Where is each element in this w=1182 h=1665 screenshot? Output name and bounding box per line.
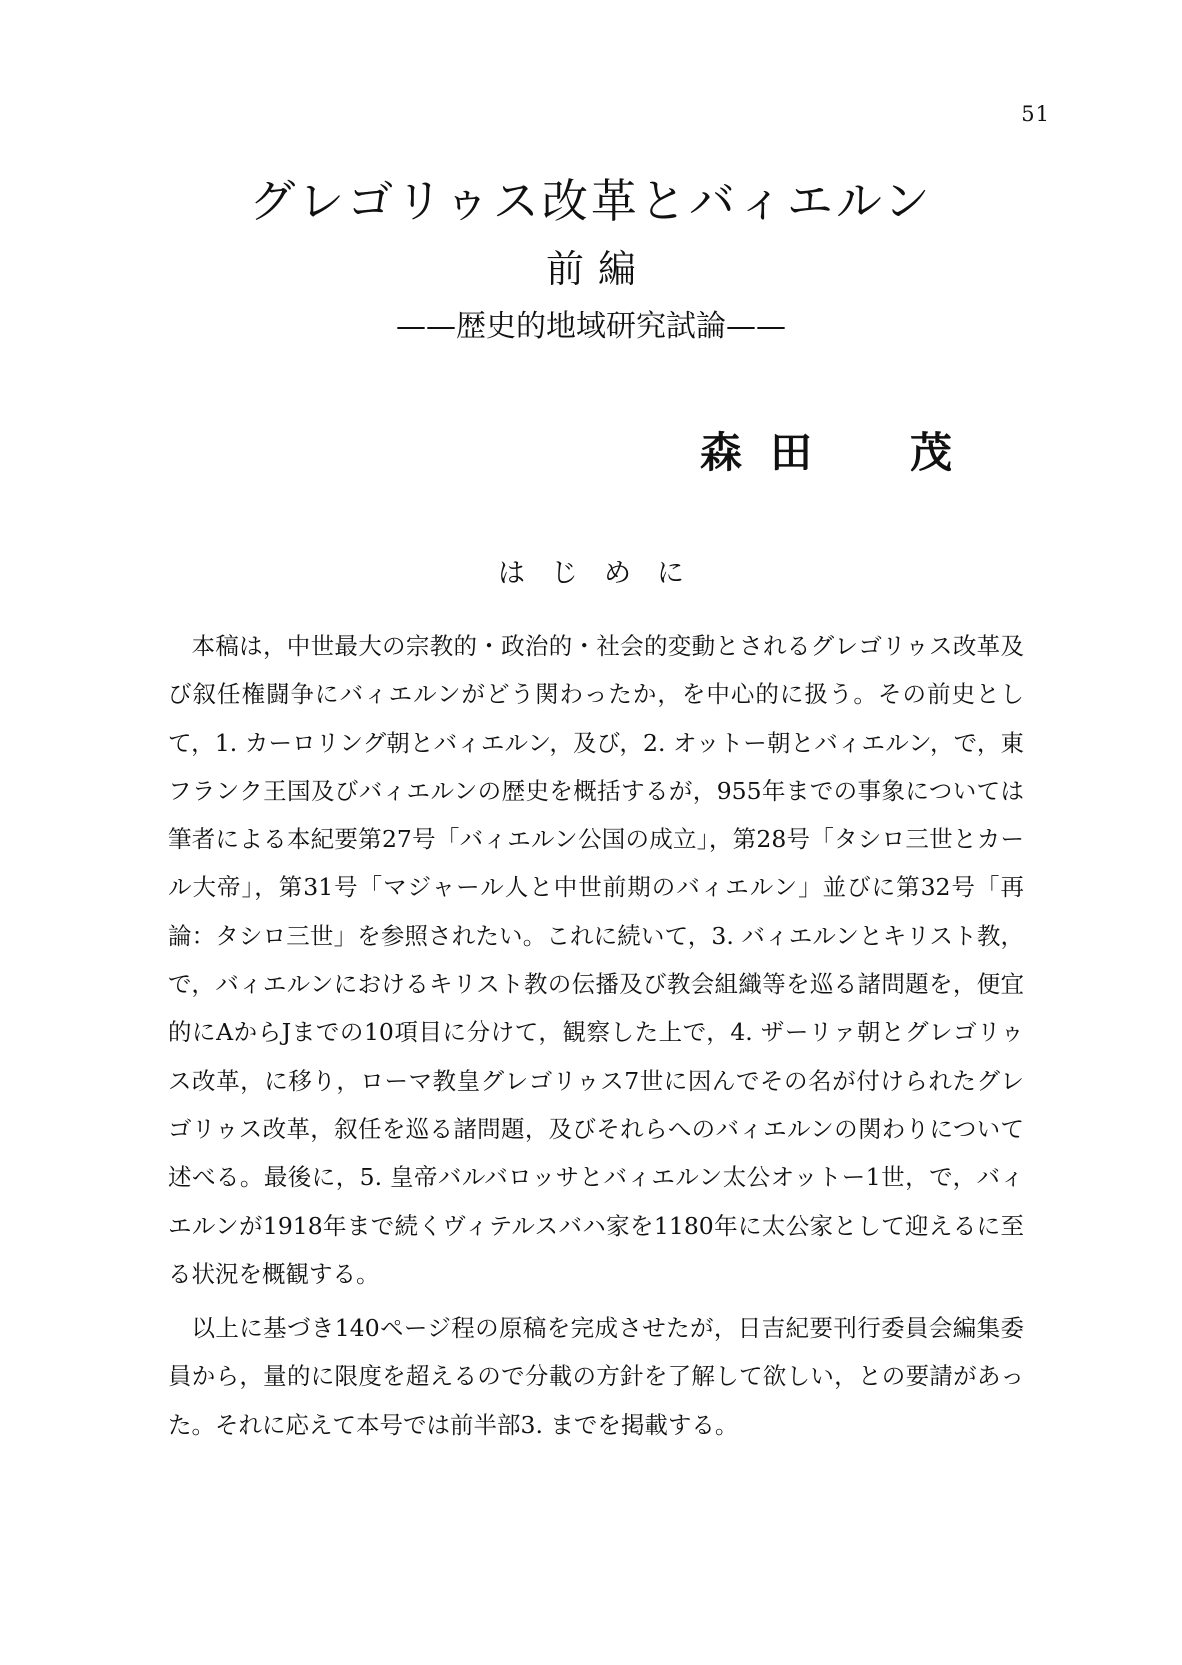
section-heading: はじめに bbox=[498, 558, 710, 589]
author-name: 森田 茂 bbox=[700, 428, 981, 477]
paragraph: 本稿は，中世最大の宗教的・政治的・社会的変動とされるグレゴリゥス改革及び叙任権闘争にバィエルンがどう関わったか，を中心的に扱う。その前史として，1. カーロリング朝とバィエルン，及び，2. オットー朝とバィエルン，で，東フランク王国及びバィエルンの歴史を概括するが，955年までの事象については筆者による本紀要第27号「バィエルン公国の成立」，第28号「タシロ三世とカール大帝」，第31号「マジャール人と中世前期のバィエルン」並びに第32号「再論：タシロ三世」を参照されたい。これに続いて，3. バィエルンとキリスト教，で，バィエルンにおけるキリスト教の伝播及び教会組織等を巡る諸問題を，便宜的にAからJまでの10項目に分けて，観察した上で，4. ザーリァ朝とグレゴリゥス改革，に移り，ローマ教皇グレゴリゥス7世に因んでその名が付けられたグレゴリゥス改革，叙任を巡る諸問題，及びそれらへのバィエルンの関わりについて述べる。最後に，5. 皇帝バルバロッサとバィエルン太公オットー1世，で，バィエルンが1918年まで続くヴィテルスバハ家を1180年に太公家として迎えるに至る状況を概観する。 bbox=[168, 632, 1024, 1288]
article-subtitle: ——歴史的地域研究試論—— bbox=[396, 309, 786, 344]
article-part-label: 前編 bbox=[545, 247, 650, 291]
paragraph: 以上に基づき140ページ程の原稿を完成させたが，日吉紀要刊行委員会編集委員から，量的に限度を超えるので分載の方針を了解して欲しい，との要請があった。それに応えて本号では前半部3. までを掲載する。 bbox=[168, 1314, 1024, 1439]
article-title: グレゴリゥス改革とバィエルン bbox=[249, 174, 933, 228]
page-number: 51 bbox=[1021, 102, 1050, 126]
body-text bbox=[168, 622, 1024, 1449]
